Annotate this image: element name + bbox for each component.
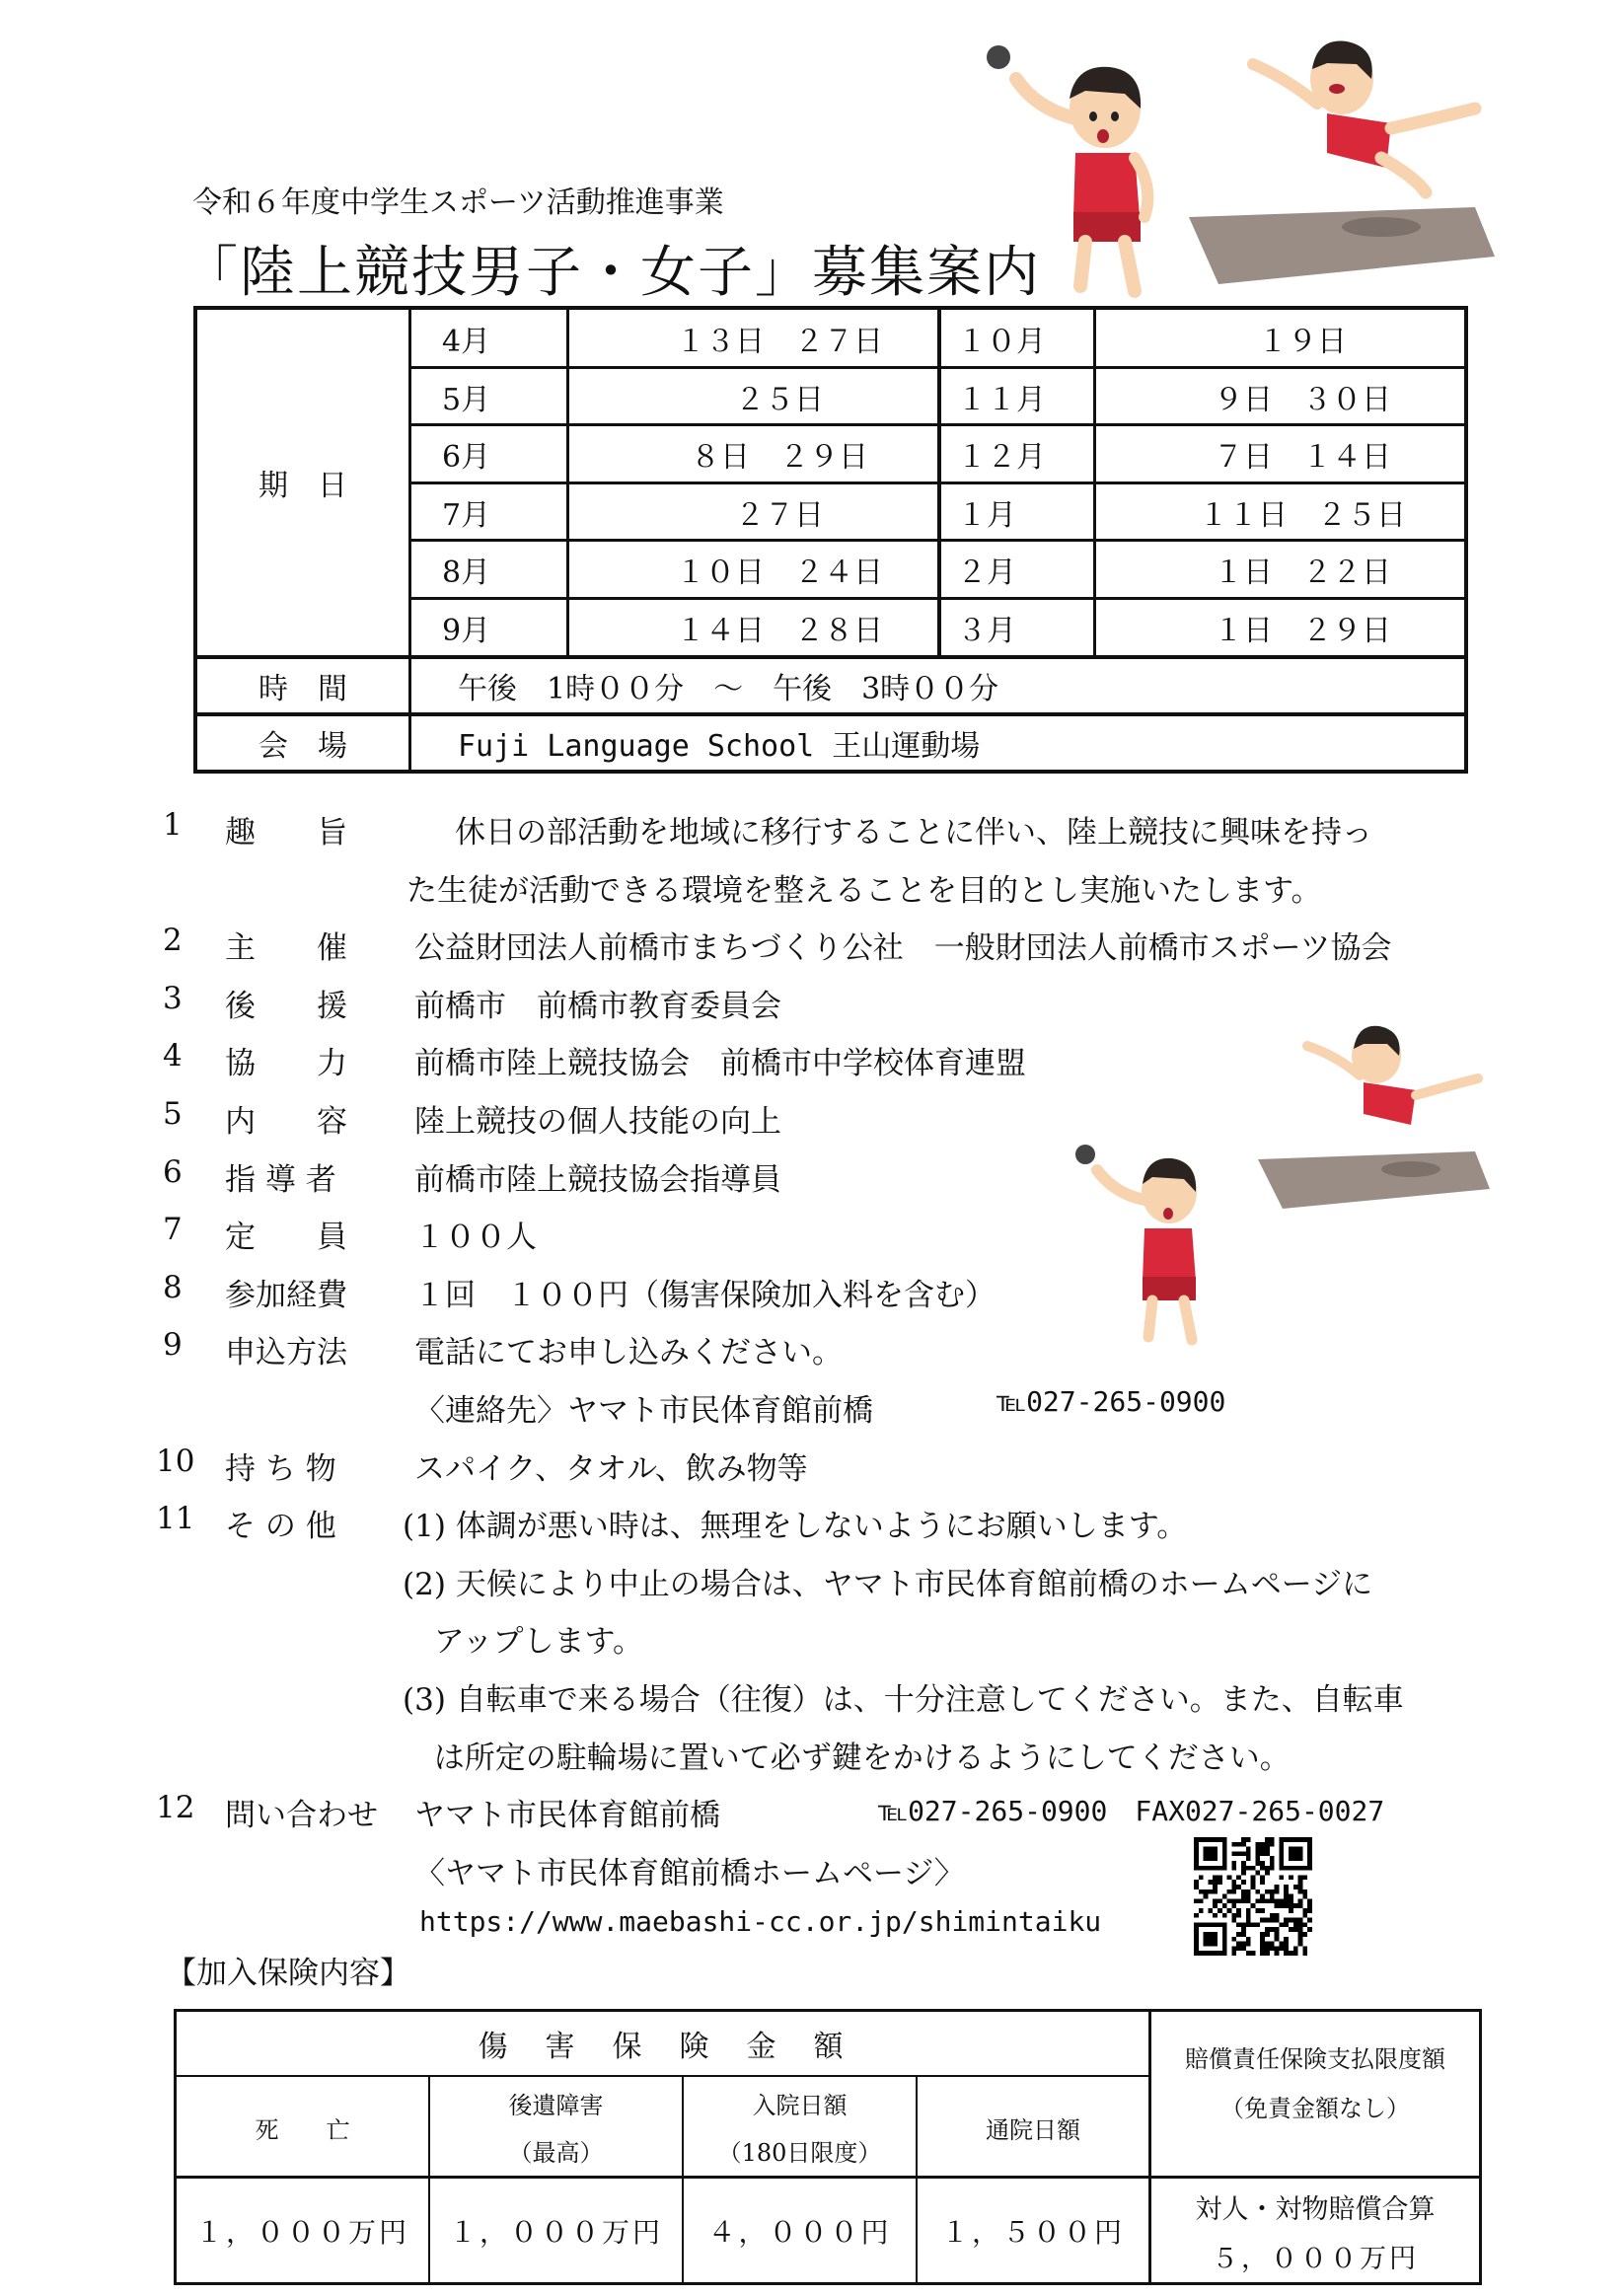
phone-text: ℡027-265-0900 [997,1385,1226,1418]
days-cell: １４日 ２８日 [676,614,883,648]
month-cell: 6月 [442,440,491,475]
event-subtitle: 令和６年度中学生スポーツ活動推進事業 [192,185,724,220]
schedule-table [193,306,1468,774]
month-cell: ２月 [957,555,1016,590]
item-text-continued: た生徒が活動できる環境を整えることを目的とし実施いたします。 [406,873,1322,909]
insurance-col-subheader: （180日限度） [717,2138,882,2167]
liability-value-amount: ５，０００万円 [1212,2243,1419,2274]
insurance-col-header: 通院日額 [986,2115,1080,2144]
item-number: 4 [163,1038,183,1074]
item-text: 休日の部活動を地域に移行することに伴い、陸上競技に興味を持っ [424,815,1372,851]
month-cell: 5月 [442,382,491,417]
days-cell: ２５日 [735,382,824,417]
insurance-table [174,2009,1482,2285]
item-text: ヤマト市民体育館前橋 [414,1798,720,1833]
item-label: 趣 旨 [225,815,347,851]
insurance-amount: １，５００円 [940,2215,1125,2249]
date-label: 期 日 [258,469,347,503]
item-text: １００人 [414,1220,537,1255]
qr-code-image [1194,1837,1312,1956]
item-number: 11 [156,1501,195,1536]
days-cell: ７日 １４日 [1214,440,1391,475]
month-cell: １１月 [957,382,1046,417]
days-cell: ９日 ３０日 [1214,382,1391,417]
item-number: 1 [163,807,183,843]
item-label: 主 催 [225,930,347,966]
item-text: スパイク、タオル、飲み物等 [414,1451,808,1487]
month-cell: 7月 [442,497,491,533]
days-cell: １０日 ２４日 [676,555,883,590]
item-label: 定 員 [225,1220,347,1255]
month-cell: ３月 [957,614,1016,648]
venue-label: 会 場 [258,729,347,764]
item-number: 2 [163,923,183,958]
item-number: 5 [163,1096,183,1132]
item-label: 持 ち 物 [225,1451,336,1487]
insurance-col-header: 後遺障害 [508,2091,604,2119]
insurance-col-subheader: （最高） [508,2138,604,2167]
item-number: 3 [163,981,183,1016]
item-text: (1) 体調が悪い時は、無理をしないようにお願いします。 [403,1509,1188,1544]
item-number: 12 [156,1790,195,1825]
item-label: 申込方法 [225,1335,347,1370]
item-label: 内 容 [225,1104,347,1140]
item-text: アップします。 [414,1624,644,1660]
month-cell: １０月 [957,324,1046,359]
item-text: (3) 自転車で来る場合（往復）は、十分注意してください。また、自転車 [403,1682,1404,1718]
item-label: 参加経費 [225,1278,347,1313]
liability-title: 賠償責任保険支払限度額 [1185,2044,1445,2073]
insurance-heading: 【加入保険内容】 [166,1956,410,1991]
month-cell: 4月 [442,324,491,359]
item-text: 前橋市陸上競技協会 前橋市中学校体育連盟 [414,1046,1026,1081]
insurance-amount: １，０００万円 [448,2215,663,2249]
liability-value-label: 対人・対物賠償合算 [1195,2193,1436,2225]
item-label: 指 導 者 [225,1162,336,1198]
item-number: 10 [156,1444,195,1479]
item-text: (2) 天候により中止の場合は、ヤマト市民体育館前橋のホームページに [403,1567,1373,1602]
item-text: 電話にてお申し込みください。 [414,1335,843,1370]
days-cell: １３日 ２７日 [676,324,883,359]
item-text: １回 １００円（傷害保険加入料を含む） [414,1278,996,1313]
month-cell: １２月 [957,440,1046,475]
month-cell: １月 [957,497,1016,533]
item-number: 6 [163,1154,183,1190]
insurance-amount: １，０００万円 [194,2215,409,2249]
item-label: そ の 他 [225,1509,336,1544]
month-cell: 9月 [442,614,491,648]
item-text: 〈ヤマト市民体育館前橋ホームページ〉 [414,1856,965,1891]
month-cell: 8月 [442,555,491,590]
days-cell: ２７日 [735,497,824,533]
item-text: https://www.maebashi-cc.or.jp/shimintaiku [419,1905,1102,1938]
item-number: 8 [163,1270,183,1305]
item-label: 後 援 [225,989,347,1024]
days-cell: ８日 ２９日 [691,440,868,475]
time-label: 時 間 [258,672,347,706]
item-number: 9 [163,1327,183,1363]
item-text: 〈連絡先〉ヤマト市民体育館前橋 [414,1393,873,1429]
injury-insurance-title: 傷 害 保 険 金 額 [478,2030,848,2064]
item-label: 協 力 [225,1046,347,1081]
long-jump-illustration-small [1253,1011,1500,1228]
item-text: 公益財団法人前橋市まちづくり公社 一般財団法人前橋市スポーツ協会 [414,930,1392,966]
insurance-col-header: 死 亡 [255,2115,350,2144]
days-cell: １日 ２２日 [1214,555,1391,590]
item-text: 前橋市陸上競技協会指導員 [414,1162,781,1198]
item-number: 7 [163,1212,183,1247]
item-text: は所定の駐輪場に置いて必ず鍵をかけるようにしてください。 [414,1741,1291,1776]
insurance-col-header: 入院日額 [752,2091,848,2119]
days-cell: １日 ２９日 [1214,614,1391,648]
page-title: 「陸上競技男子・女子」募集案内 [183,241,1041,305]
long-jump-illustration [1179,20,1505,296]
item-label: 問い合わせ [225,1798,378,1833]
shot-put-illustration-small [1066,1135,1243,1352]
item-text: 陸上競技の個人技能の向上 [414,1104,781,1140]
liability-subtitle: （免責金額なし） [1220,2094,1410,2122]
item-text: 前橋市 前橋市教育委員会 [414,989,781,1024]
days-cell: １１日 ２５日 [1199,497,1406,533]
venue-value: Fuji Language School 王山運動場 [458,729,981,764]
phone-text: ℡027-265-0900 FAX027-265-0027 [878,1795,1385,1827]
days-cell: １９日 [1258,324,1347,359]
time-value: 午後 1時００分 ～ 午後 3時００分 [458,672,999,706]
insurance-amount: ４，０００円 [707,2215,892,2249]
